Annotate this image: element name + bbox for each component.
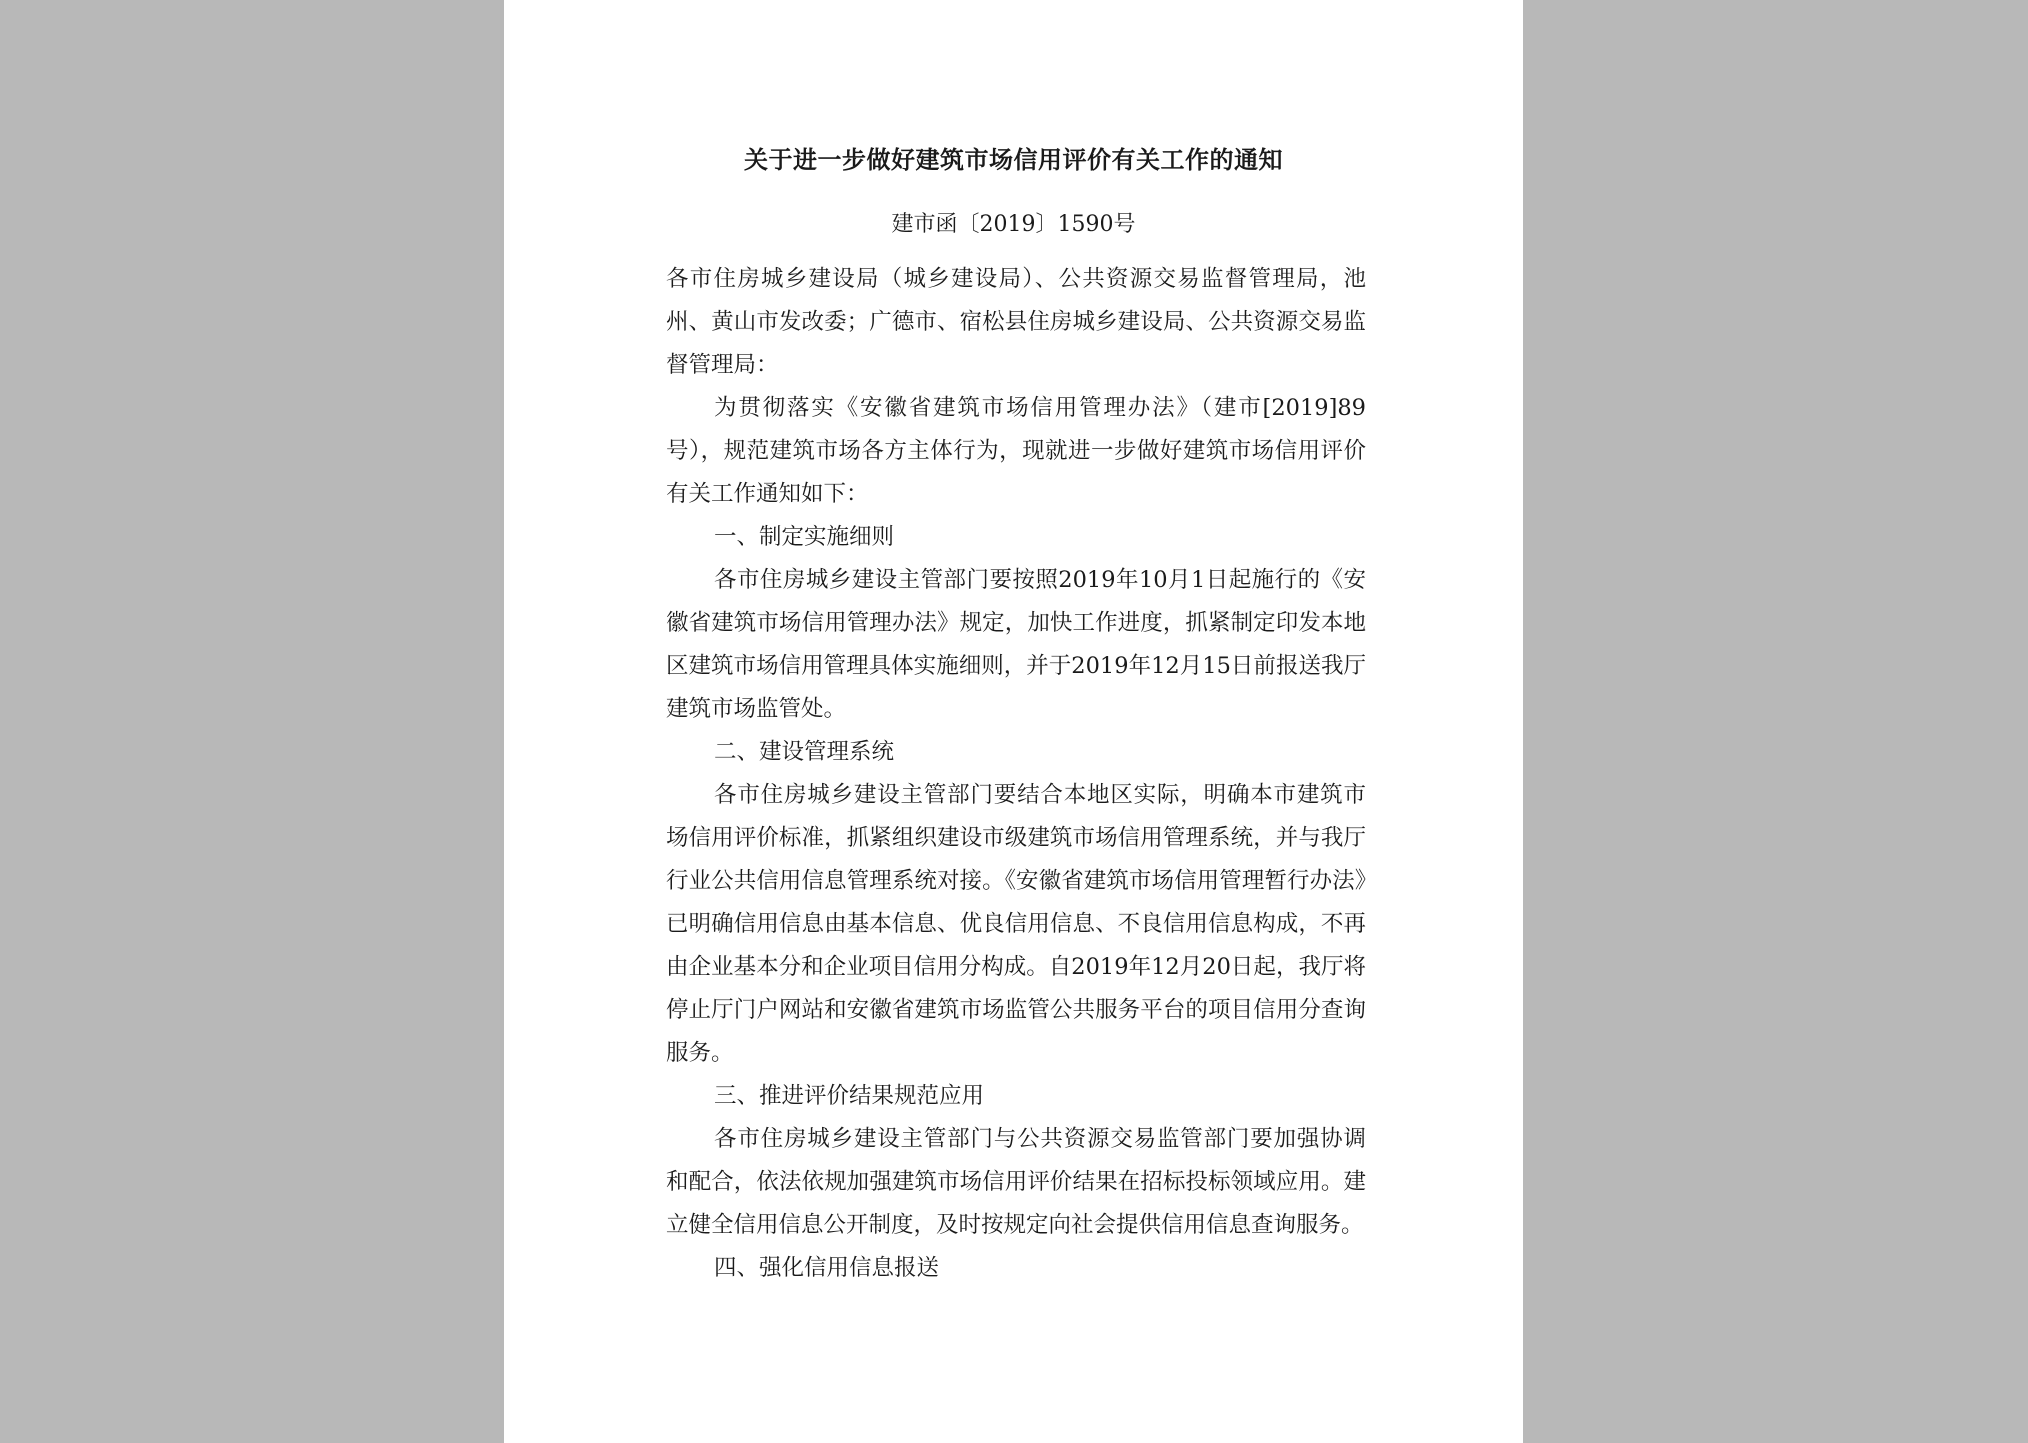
intro-paragraph: 为贯彻落实《安徽省建筑市场信用管理办法》（建市[2019]89号），规范建筑市场各方主体行为，现就进一步做好建筑市场信用评价有关工作通知如下： [666,395,1366,507]
section-heading: 一、制定实施细则 [714,524,895,550]
document-body [666,258,1366,1290]
addressee-paragraph: 各市住房城乡建设局（城乡建设局）、公共资源交易监督管理局，池州、黄山市发改委；广德市、宿松县住房城乡建设局、公共资源交易监督管理局： [666,266,1366,378]
section-paragraph: 各市住房城乡建设主管部门要结合本地区实际，明确本市建筑市场信用评价标准，抓紧组织建设市级建筑市场信用管理系统，并与我厅行业公共信用信息管理系统对接。《安徽省建筑市场信用管理暂行办法》已明确信用信息由基本信息、优良信用信息、不良信用信息构成，不再由企业基本分和企业项目信用分构成。自2019年12月20日起，我厅将停止厅门户网站和安徽省建筑市场监管公共服务平台的项目信用分查询服务。 [666,782,1366,1066]
document-number: 建市函〔2019〕1590号 [891,212,1136,237]
section-paragraph: 各市住房城乡建设主管部门要按照2019年10月1日起施行的《安徽省建筑市场信用管理办法》规定，加快工作进度，抓紧制定印发本地区建筑市场信用管理具体实施细则，并于2019年12月15日前报送我厅建筑市场监管处。 [666,567,1366,722]
document-title: 关于进一步做好建筑市场信用评价有关工作的通知 [744,145,1283,174]
section-heading: 四、强化信用信息报送 [714,1255,940,1281]
section-heading: 三、推进评价结果规范应用 [714,1083,985,1109]
section-paragraph: 各市住房城乡建设主管部门与公共资源交易监管部门要加强协调和配合，依法依规加强建筑市场信用评价结果在招标投标领域应用。建立健全信用信息公开制度，及时按规定向社会提供信用信息查询服务。 [666,1126,1366,1238]
section-heading: 二、建设管理系统 [714,739,895,765]
document-page [504,0,1523,1443]
